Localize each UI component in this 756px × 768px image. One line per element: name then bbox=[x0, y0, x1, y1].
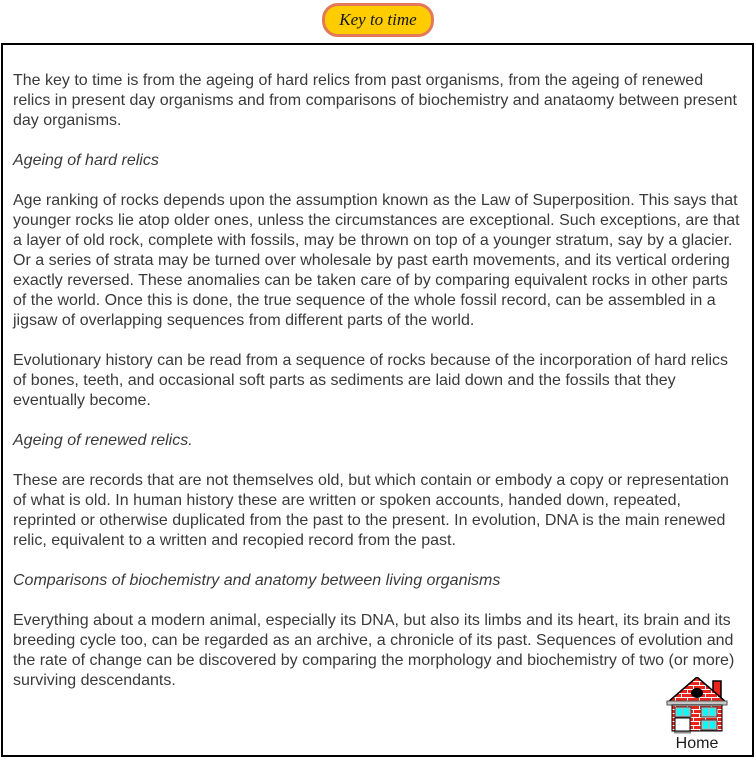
paragraph-hard-relics-2: Evolutionary history can be read from a sequence of rocks because of the incorporation of hard relics of bones, teeth, and occasional soft parts as sediments are laid down and the fossils that they eventually become. bbox=[13, 352, 729, 409]
home-link[interactable] bbox=[666, 677, 728, 752]
intro-paragraph: The key to time is from the ageing of hard relics from past organisms, from the ageing of renewed relics in present day organisms and from comparisons of biochemistry and anataomy between present day organisms. bbox=[13, 72, 737, 129]
paragraph-comparisons: Everything about a modern animal, especially its DNA, but also its limbs and its heart, its brain and its breeding cycle too, can be regarded as an archive, a chronicle of its past. Sequences of evolution and the rate of change can be discovered by comparing the morphology and biochemistry of two (or more) surviving descendants. bbox=[13, 612, 735, 689]
section-heading-comparisons: Comparisons of biochemistry and anatomy between living organisms bbox=[13, 572, 501, 589]
content-box bbox=[1, 43, 754, 757]
door-sill bbox=[674, 732, 691, 734]
paragraph-hard-relics-1: Age ranking of rocks depends upon the assumption known as the Law of Superposition. This says that younger rocks lie atop older ones, unless the circumstances are exceptional. Such exceptions, are that a layer of old rock, complete with fossils, may be thrown on top of a younger stratum, say by a glacier. Or a series of strata may be turned over wholesale by past earth movements, and its vertical ordering exactly reversed. These anomalies can be taken care of by comparing equivalent rocks in other parts of the world. Once this is done, the true sequence of the whole fossil record, can be assembled in a jigsaw of overlapping sequences from different parts of the world. bbox=[13, 192, 740, 329]
key-to-time-button-label: Key to time bbox=[339, 10, 417, 29]
attic-window bbox=[691, 688, 703, 698]
home-label[interactable]: Home bbox=[675, 735, 719, 752]
door bbox=[675, 718, 690, 731]
eave bbox=[667, 701, 727, 705]
section-heading-hard-relics: Ageing of hard relics bbox=[13, 152, 159, 169]
paragraph-renewed-relics: These are records that are not themselves old, but which contain or embody a copy or representation of what is old. In human history these are written or spoken accounts, handed down, repeated, reprinted or otherwise duplicated from the past to the present. In evolution, DNA is the main renewed relic, equivalent to a written and recopied record from the past. bbox=[13, 472, 729, 549]
home-icon[interactable] bbox=[666, 677, 728, 735]
section-heading-renewed-relics: Ageing of renewed relics. bbox=[13, 432, 193, 449]
key-to-time-button[interactable] bbox=[322, 3, 434, 37]
